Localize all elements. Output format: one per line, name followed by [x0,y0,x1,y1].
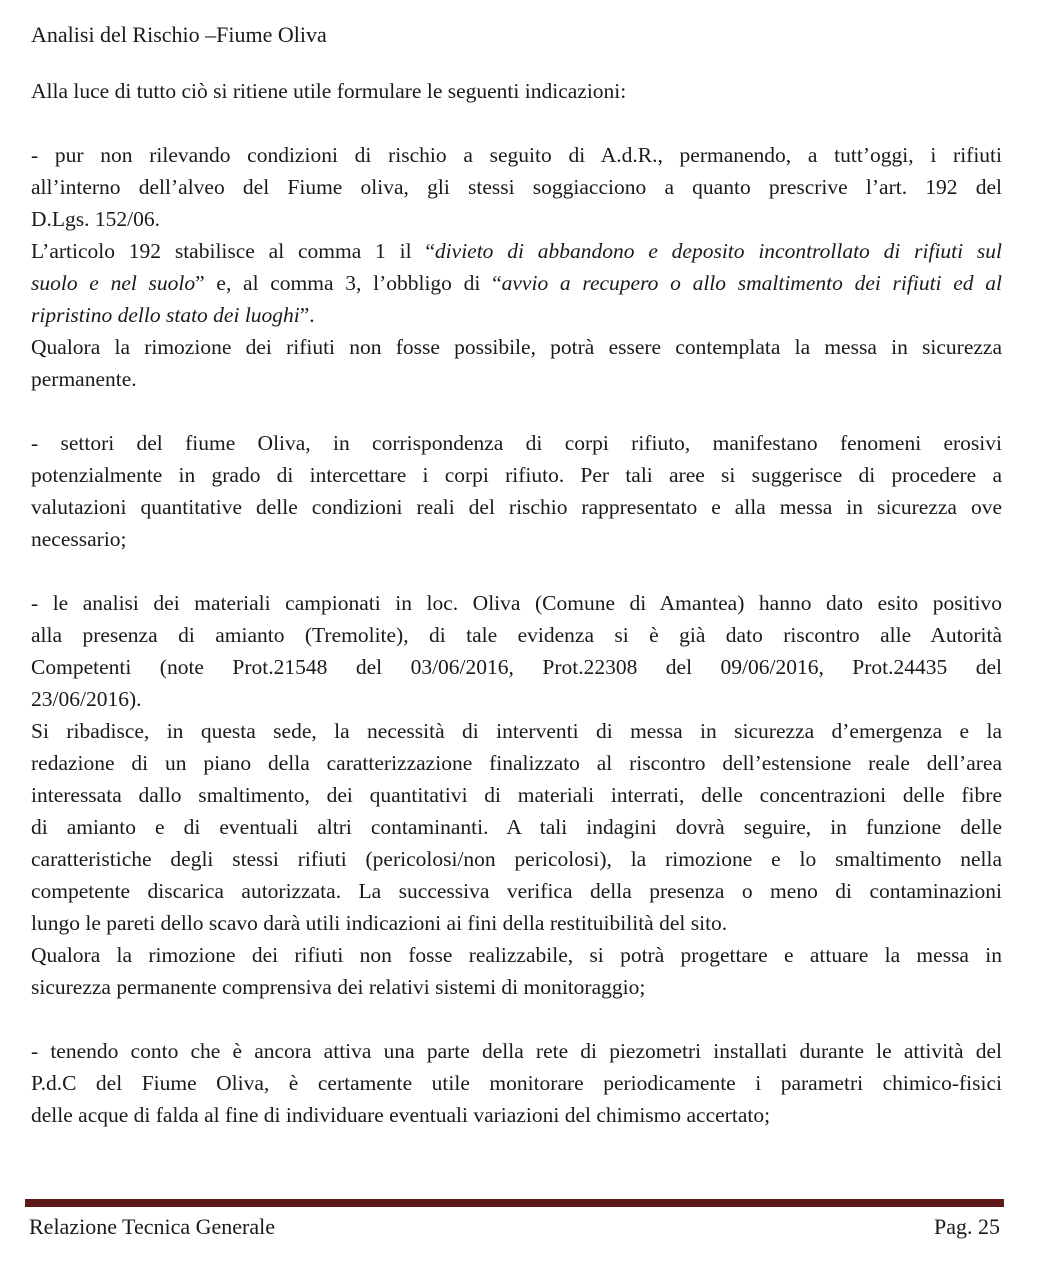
text-line: - settori del fiume Oliva, in corrispondenza di corpi rifiuto, manifestano fenomeni erosivi [31,431,1002,455]
paragraph-art-192 [31,139,1002,395]
text-line: alla presenza di amianto (Tremolite), di tale evidenza si è già dato riscontro alle Autorità [31,623,1002,647]
paragraph-asbestos [31,587,1002,1003]
text-line: interessata dallo smaltimento, dei quantitativi di materiali interrati, delle concentrazioni delle fibre [31,783,1002,807]
text-line: caratteristiche degli stessi rifiuti (pericolosi/non pericolosi), la rimozione e lo smaltimento nella [31,847,1002,871]
text-line: all’interno dell’alveo del Fiume oliva, gli stessi soggiacciono a quanto prescrive l’art. 192 del [31,175,1002,199]
document-body [31,75,1002,1131]
text-line: Competenti (note Prot.21548 del 03/06/2016, Prot.22308 del 09/06/2016, Prot.24435 del [31,655,1002,679]
footer-divider [25,1199,1004,1207]
paragraph-gap [31,395,1002,427]
text-line: necessario; [31,527,127,551]
quote-italic: avvio a recupero o allo smaltimento dei rifiuti ed al [501,271,1002,295]
quote-italic: ripristino dello stato dei luoghi [31,303,300,327]
page-number: Pag. 25 [934,1214,1000,1239]
paragraph-gap [31,1003,1002,1035]
text-line: valutazioni quantitative delle condizioni reali del rischio rappresentato e alla messa in sicurezza ove [31,495,1002,519]
text-line: 23/06/2016). [31,687,142,711]
text-run: L’articolo 192 stabilisce al comma 1 il “ [31,239,435,263]
text-line: permanente. [31,367,137,391]
text-line: redazione di un piano della caratterizzazione finalizzato al riscontro dell’estensione reale dell’area [31,751,1002,775]
text-line: D.Lgs. 152/06. [31,207,160,231]
text-line-mixed [31,299,1002,331]
paragraph-gap [31,107,1002,139]
text-line: Si ribadisce, in questa sede, la necessità di interventi di messa in sicurezza d’emergenza e la [31,719,1002,743]
text-line: P.d.C del Fiume Oliva, è certamente utile monitorare periodicamente i parametri chimico-fisici [31,1071,1002,1095]
quote-italic: suolo e nel suolo [31,271,196,295]
text-line: delle acque di falda al fine di individuare eventuali variazioni del chimismo accertato; [31,1103,771,1127]
text-run: ” e, al comma 3, l’obbligo di “ [195,271,502,295]
text-line: - le analisi dei materiali campionati in loc. Oliva (Comune di Amantea) hanno dato esito positivo [31,591,1002,615]
text-line: di amianto e di eventuali altri contaminanti. A tali indagini dovrà seguire, in funzione delle [31,815,1002,839]
text-line: Qualora la rimozione dei rifiuti non fosse possibile, potrà essere contemplata la messa in sicurezza [31,335,1002,359]
text-line-mixed [31,267,1002,299]
text-line: sicurezza permanente comprensiva dei relativi sistemi di monitoraggio; [31,975,646,999]
text-line: lungo le pareti dello scavo darà utili indicazioni ai fini della restituibilità del sito. [31,911,728,935]
text-run: ”. [299,303,315,327]
text-line: - pur non rilevando condizioni di rischio a seguito di A.d.R., permanendo, a tutt’oggi, i rifiuti [31,143,1002,167]
page-header-title: Analisi del Rischio –Fiume Oliva [31,22,327,47]
text-line: Qualora la rimozione dei rifiuti non fosse realizzabile, si potrà progettare e attuare la messa in [31,943,1002,967]
footer-document-title: Relazione Tecnica Generale [29,1214,276,1239]
text-line-mixed [31,235,1002,267]
paragraph-erosion [31,427,1002,555]
paragraph-gap [31,555,1002,587]
text-line: potenzialmente in grado di intercettare i corpi rifiuto. Per tali aree si suggerisce di procedere a [31,463,1002,487]
quote-italic: divieto di abbandono e deposito incontrollato di rifiuti sul [434,239,1003,263]
paragraph-piezometers [31,1035,1002,1131]
intro-line: Alla luce di tutto ciò si ritiene utile formulare le seguenti indicazioni: [31,79,627,103]
text-line: - tenendo conto che è ancora attiva una parte della rete di piezometri installati durante le attività del [31,1039,1002,1063]
text-line: competente discarica autorizzata. La successiva verifica della presenza o meno di contaminazioni [31,879,1002,903]
